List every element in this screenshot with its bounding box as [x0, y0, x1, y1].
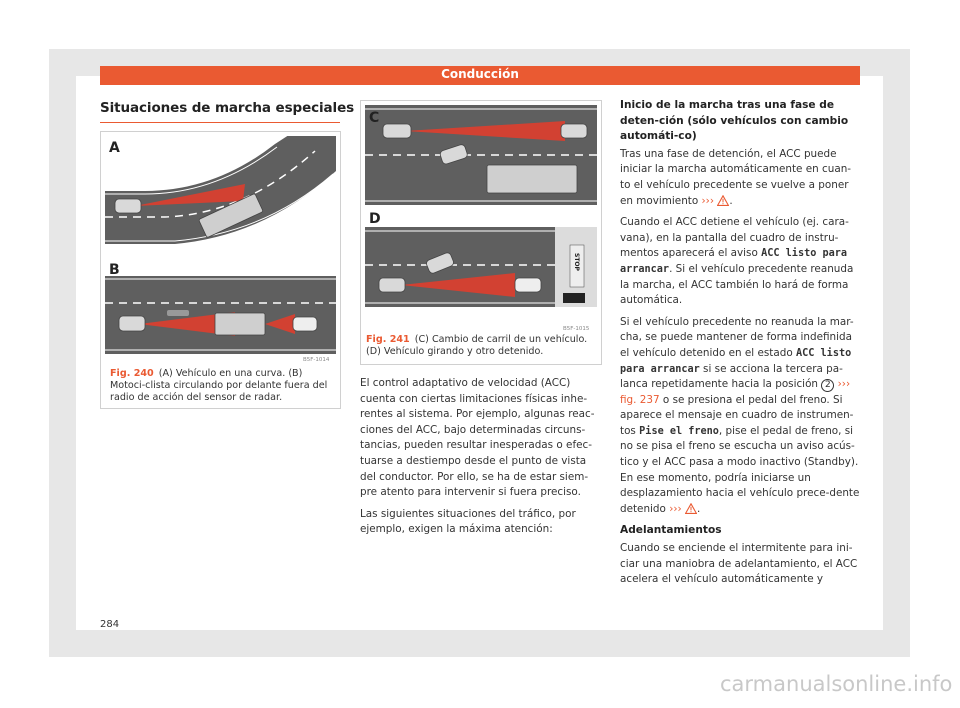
figure-240-code: B5F-1014 — [303, 357, 330, 363]
col3-p1-text: Tras una fase de detención, el ACC puede iniciar la marcha automáticamente en cuan-to el vehículo precedente se vuelve a poner en movimiento — [620, 147, 852, 207]
figure-240-caption-text: (A) Vehículo en una curva. (B) Motoci-clista circulando por delante fuera del radio de acción del sensor de radar. — [110, 368, 328, 403]
column-3-text — [620, 98, 860, 594]
col2-paragraph-1: El control adaptativo de velocidad (ACC) cuenta con ciertas limitaciones físicas inhe-rentes al sistema. Por ejemplo, algunas reac-ciones del ACC, bajo determinadas circuns-tancias, pueden resultar inesperadas o efec-tuarse a destiempo desde el punto de vista del conductor. Por ello, se ha de estar siem-pre atento para intervenir si fuera preciso. — [360, 377, 595, 499]
col3-p3-arrows[interactable]: ››› — [837, 378, 851, 391]
figure-241-illustration — [365, 105, 597, 332]
fig-237-link[interactable]: fig. 237 — [620, 393, 660, 406]
label-b: B — [109, 262, 120, 278]
label-c: C — [369, 110, 380, 126]
position-2-badge: 2 — [821, 379, 834, 392]
col3-p1-arrows[interactable]: ››› — [701, 194, 714, 207]
col3-paragraph-2 — [620, 215, 860, 309]
col3-paragraph-1: Tras una fase de detención, el ACC puede iniciar la marcha automáticamente en cuan-to el vehículo precedente se vuelve a poner en movimiento ››› . — [620, 147, 852, 207]
page-number: 284 — [100, 619, 120, 630]
col3-p3-code-2: Pise el freno — [639, 425, 719, 437]
section-title: Situaciones de marcha especiales — [100, 100, 355, 116]
col3-p3-text-a: Si el vehículo precedente no reanuda la mar-cha, se puede mantener de forma indefinida el vehículo detenido en el estado — [620, 315, 854, 359]
col3-p3-text-d: , pise el pedal de freno, si no se pisa el freno se escucha un aviso acús-tico y el ACC pasa a modo inactivo (Standby). En ese momento, podría iniciarse un desplazamiento hacia el vehículo prece-dente detenido — [620, 424, 860, 515]
figure-240-illustration — [105, 136, 336, 364]
watermark: carmanualsonline.info — [720, 672, 953, 696]
col3-p2-text-a: Cuando el ACC detiene el vehículo (ej. cara-vana), en la pantalla del cuadro de instru-mentos aparecerá el aviso — [620, 216, 849, 260]
col3-p2-code: ACC listo para arrancar — [620, 248, 848, 275]
label-a: A — [109, 140, 120, 156]
label-d: D — [369, 211, 381, 227]
figure-241-caption — [366, 334, 598, 358]
col3-p3-arrows-2[interactable]: ››› — [669, 502, 682, 515]
col3-heading-2: Adelantamientos — [620, 524, 722, 537]
col3-p3-text-b: si se acciona la tercera pa-lanca repetidamente hacia la posición — [620, 362, 843, 391]
stop-sign-text: STOP — [573, 253, 580, 271]
col3-p2-text-b: . Si el vehículo precedente reanuda la marcha, el ACC también lo hará de forma automática. — [620, 262, 854, 307]
column-2-text — [360, 376, 602, 544]
figure-241-caption-text: (C) Cambio de carril de un vehículo. (D) Vehículo girando y otro detenido. — [366, 334, 588, 357]
col3-heading-1: Inicio de la marcha tras una fase de deten-ción (sólo vehículos con cambio automáti-co) — [620, 99, 849, 143]
warning-icon[interactable] — [717, 195, 729, 206]
figure-241 — [360, 100, 602, 365]
header-bar — [100, 66, 860, 85]
col2-paragraph-2: Las siguientes situaciones del tráfico, por ejemplo, exigen la máxima atención: — [360, 507, 576, 536]
figure-240-ref[interactable]: Fig. 240 — [110, 368, 154, 379]
figure-240-caption — [110, 368, 336, 404]
section-rule — [100, 122, 340, 123]
figure-241-ref[interactable]: Fig. 241 — [366, 334, 410, 345]
warning-icon-2[interactable] — [685, 503, 697, 514]
col3-paragraph-4: Cuando se enciende el intermitente para ini-ciar una maniobra de adelantamiento, el ACC acelera el vehículo automáticamente y — [620, 542, 858, 586]
figure-241-code: B5F-1015 — [563, 326, 590, 332]
col3-p3-code-1: ACC listo para arrancar — [620, 347, 852, 375]
col3-p3-text-c: o se presiona el pedal del freno. Si aparece el mensaje en cuadro de instrumen-tos — [620, 393, 854, 437]
header-title: Conducción — [441, 67, 519, 81]
col3-paragraph-3: Si el vehículo precedente no reanuda la mar-cha, se puede mantener de forma indefinida el vehículo detenido en el estado ACC listo para arrancar si se acciona la tercera pa-lanca repetidamente hacia la posición 2 ››› fig. 237 o se presiona el pedal del freno. Si aparece el mensaje en cuadro de instrumen-tos Pise el freno, pise el pedal de freno, si no se pisa el freno se escucha un aviso acús-tico y el ACC pasa a modo inactivo (Standby). En ese momento, podría iniciarse un desplazamiento hacia el vehículo prece-dente detenido ››› . — [620, 315, 860, 515]
